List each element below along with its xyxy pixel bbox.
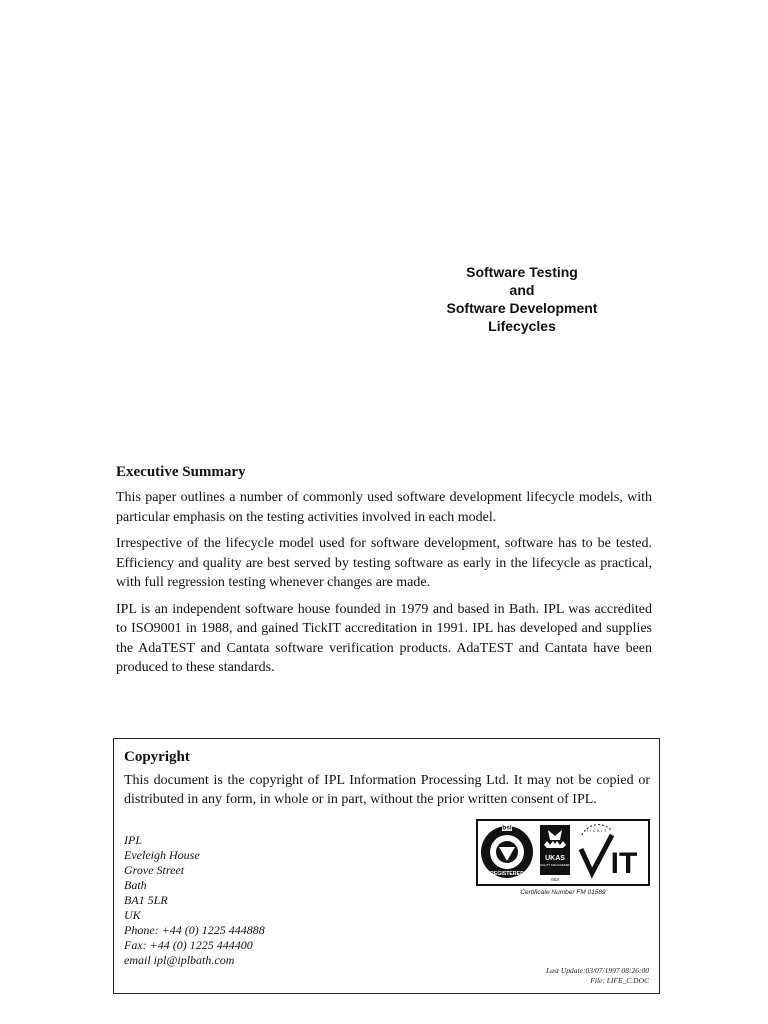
title-line-4: Lifecycles	[488, 318, 556, 334]
address-building: Eveleigh House	[124, 848, 200, 862]
ukas-code-text: 003	[551, 877, 559, 882]
title-line-1: Software Testing	[466, 264, 578, 280]
address-street: Grove Street	[124, 863, 185, 877]
title-line-3: Software Development	[446, 300, 598, 316]
tickit-text: IT	[610, 847, 638, 880]
last-update: Last Update:03/07/1997 08:26:00	[546, 966, 649, 975]
title-line-2: and	[509, 282, 535, 298]
address-fax: Fax: +44 (0) 1225 444400	[124, 938, 253, 952]
registered-text: REGISTERED	[490, 871, 524, 877]
company-address	[124, 833, 265, 968]
address-company: IPL	[124, 833, 142, 847]
bsi-registered-logo	[481, 823, 533, 878]
ukas-text: UKAS	[545, 855, 565, 862]
certificate-number: Certificate Number FM 01589	[520, 889, 606, 896]
document-info	[546, 966, 649, 985]
copyright-box	[113, 738, 660, 994]
ukas-logo	[537, 825, 572, 882]
executive-summary-heading: Executive Summary	[116, 464, 246, 480]
ukas-sub-text: QUALITY MANAGEMENT	[537, 863, 573, 867]
summary-paragraph-2: Irrespective of the lifecycle model used for software development, software has to be tested. Efficiency and quality are best served by testing software as early in the lifecycle as practical, with full regression testing whenever changes are made.	[116, 536, 652, 590]
document-title	[392, 263, 652, 335]
address-country: UK	[124, 908, 141, 922]
tickit-ring-text: TICKIT	[586, 828, 608, 833]
address-postcode: BA1 5LR	[124, 893, 168, 907]
summary-paragraph-3: IPL is an independent software house founded in 1979 and based in Bath. IPL was accredited to ISO9001 in 1988, and gained TickIT accreditation in 1991. IPL has developed and supplies the AdaTEST and Cantata software verification products. AdaTEST and Cantata have been produced to these standards.	[116, 601, 652, 675]
copyright-heading: Copyright	[124, 749, 190, 765]
executive-summary-section	[116, 462, 652, 685]
copyright-notice: This document is the copyright of IPL Information Processing Ltd. It may not be copied or distributed in any form, in whole or in part, without the prior written consent of IPL.	[124, 773, 650, 807]
file-name: File: LIFE_C.DOC	[590, 975, 649, 985]
certification-logos	[476, 819, 650, 886]
bsi-text: bsi	[502, 824, 512, 832]
summary-paragraph-1: This paper outlines a number of commonly used software development lifecycle models, with particular emphasis on the testing activities involved in each model.	[116, 490, 652, 525]
address-city: Bath	[124, 878, 147, 892]
tickit-logo	[581, 825, 637, 880]
address-phone: Phone: +44 (0) 1225 444888	[124, 923, 265, 937]
address-email: email ipl@iplbath.com	[124, 953, 235, 967]
